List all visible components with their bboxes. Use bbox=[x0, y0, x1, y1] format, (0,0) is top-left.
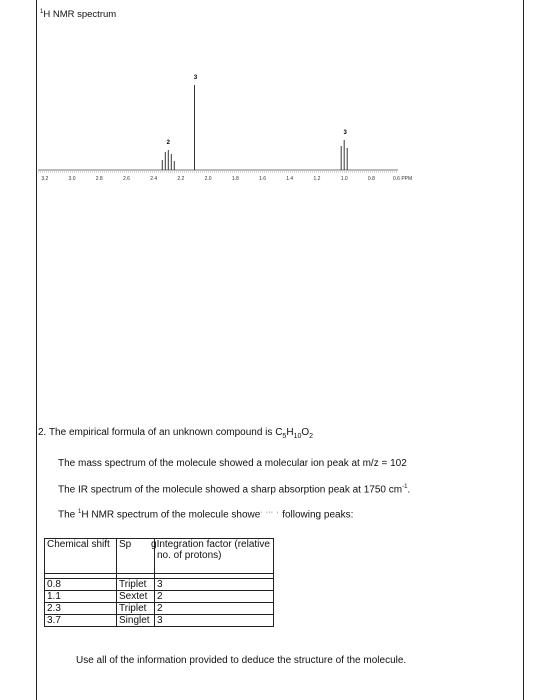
ir-spec-text: The IR spectrum of the molecule showed a sharp absorption peak at 1750 $cm^{-1}$. bbox=[58, 484, 411, 496]
table-row: 3.7 Singlet 3 bbox=[45, 615, 274, 627]
formula-c: $C_5$ bbox=[275, 427, 287, 440]
question-2: 2. The empirical formula of an unknown compound is $C_5H_{10}O_2$ bbox=[38, 427, 314, 440]
axis-tick-label: 3.0 bbox=[68, 176, 76, 182]
table-row: 2.3 Triplet 2 bbox=[45, 603, 274, 615]
axis-tick-label: 1.8 bbox=[231, 176, 239, 182]
header-splitting: Sp bbox=[117, 539, 155, 574]
peak-integration-label: 3 bbox=[193, 75, 198, 81]
axis-tick-label: 2.6 bbox=[122, 176, 130, 182]
nmr-peaks-table bbox=[44, 538, 274, 627]
nmr-spec-text: The $^1$H NMR spectrum of the molecule showe' ''' ' following peaks: bbox=[58, 509, 354, 521]
axis-tick-label: 2.4 bbox=[150, 176, 158, 182]
axis-unit-label: 0.6 PPM bbox=[393, 176, 413, 182]
peak-integration-label: 2 bbox=[166, 140, 170, 146]
axis-tick-label: 2.2 bbox=[177, 176, 185, 182]
closing-instruction: Use all of the information provided to deduce the structure of the molecule. bbox=[76, 655, 407, 666]
formula-o: $O_2$ bbox=[301, 427, 314, 440]
spectrum-title: $^1$H NMR spectrum bbox=[40, 9, 117, 21]
table-row: 0.8 Triplet 3 bbox=[45, 579, 274, 591]
axis-tick-label: 1.0 bbox=[340, 176, 348, 182]
peak-integration-label: 3 bbox=[343, 130, 347, 136]
mass-spec-text: The mass spectrum of the molecule showed a molecular ion peak at m/z = 102 bbox=[58, 458, 407, 469]
axis-tick-label: 0.8 bbox=[367, 176, 375, 182]
formula-h: $H_{10}$ bbox=[286, 427, 302, 440]
axis-tick-label: 1.6 bbox=[259, 176, 267, 182]
axis-tick-label: 1.4 bbox=[286, 176, 294, 182]
header-integration: gIntegration factor (relative no. of protons) bbox=[155, 539, 274, 574]
table-row: 1.1 Sextet 2 bbox=[45, 591, 274, 603]
axis-tick-label: 3.2 bbox=[41, 176, 49, 182]
nmr-spectrum-plot bbox=[0, 0, 554, 200]
axis-tick-label: 2.0 bbox=[204, 176, 212, 182]
axis-tick-label: 2.8 bbox=[95, 176, 103, 182]
axis-tick-label: 1.2 bbox=[313, 176, 321, 182]
header-chemical-shift: Chemical shift bbox=[45, 539, 117, 574]
